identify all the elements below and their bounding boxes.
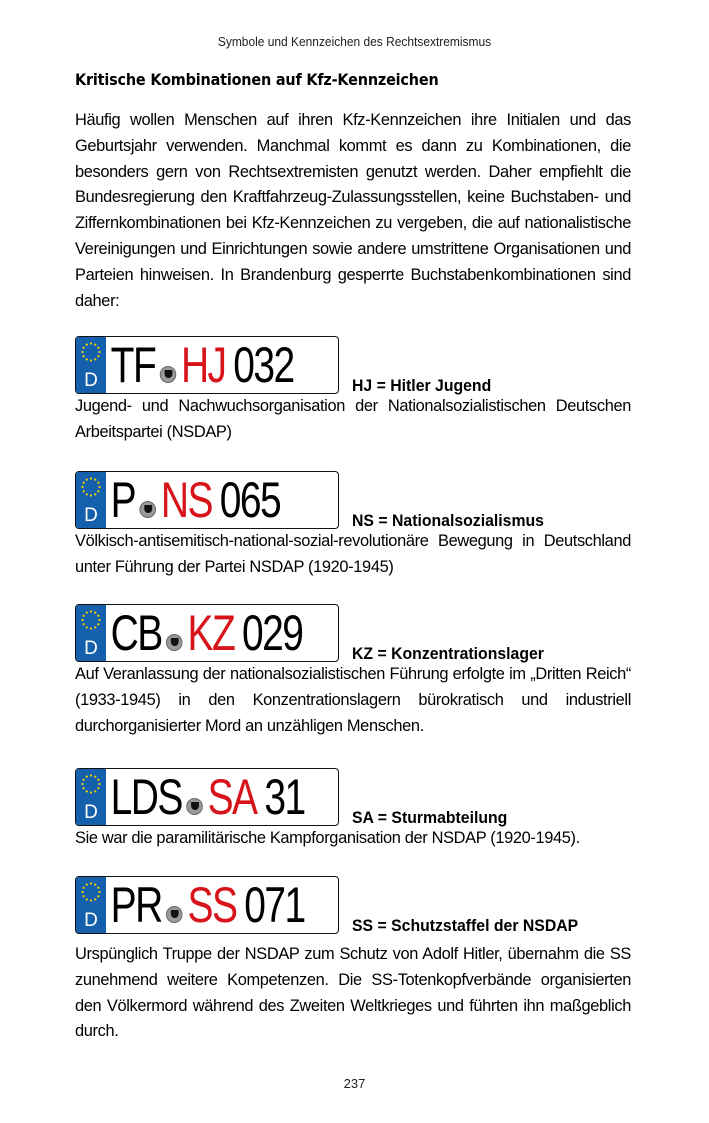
country-code: D: [84, 910, 98, 931]
license-plate: [75, 604, 339, 662]
plate-digits: 31: [264, 769, 305, 825]
eu-band: [76, 337, 106, 393]
country-code: D: [84, 638, 98, 659]
eu-band: [76, 769, 106, 825]
running-header: Symbole und Kennzeichen des Rechtsextremismus: [217, 34, 492, 49]
registration-seal-icon: [166, 906, 183, 923]
registration-seal-icon: [160, 366, 177, 383]
intro-paragraph: Häufig wollen Menschen auf ihren Kfz-Kennzeichen ihre Initialen und das Geburtsjahr verwenden. Manchmal kommt es dann zu Kombinationen, die besonders gern von Rechtsextremisten genutzt werden. Daher empfiehlt die Bundesregierung den Kraftfahrzeug-Zulassungsstellen, keine Buchstaben- und Ziffernkombinationen bei Kfz-Kennzeichen zu vergeben, die auf nationalistische Vereinigungen und Einrichtungen sowie andere umstrittene Organisationen und Parteien hinweisen. In Brandenburg gesperrte Buchstabenkombinationen sind daher:: [75, 111, 631, 310]
plate-entry-hj: [75, 328, 631, 446]
plate-district: TF: [110, 337, 156, 393]
registration-seal-icon: [166, 634, 183, 651]
plate-digits: 029: [242, 605, 303, 661]
plate-description: Jugend- und Nachwuchsorganisation der Nationalsozialistischen Deutschen Arbeitspartei (NSDAP): [75, 397, 631, 441]
plate-district: CB: [110, 605, 162, 661]
license-plate: [75, 471, 339, 529]
country-code: D: [84, 802, 98, 823]
eu-stars-icon: [79, 772, 103, 796]
plate-definition: KZ = Konzentrationslager: [352, 644, 544, 663]
eu-band: [76, 472, 106, 528]
plate-district: PR: [110, 877, 162, 933]
plate-district: LDS: [110, 769, 182, 825]
eu-stars-icon: [79, 608, 103, 632]
plate-letters: KZ: [187, 605, 235, 661]
plate-description: Völkisch-antisemitisch-national-sozial-revolutionäre Bewegung in Deutschland unter Führung der Partei NSDAP (1920-1945): [75, 532, 631, 576]
eu-band: [76, 877, 106, 933]
plate-description: Auf Veranlassung der nationalsozialistischen Führung erfolgte im „Dritten Reich“ (1933-1945) in den Konzentrationslagern bürokratisch und industriell durchorganisierter Mord an unzähligen Menschen.: [75, 665, 631, 735]
plate-entry-kz: [75, 596, 631, 739]
plate-entry-ns: [75, 463, 631, 581]
section-title: Kritische Kombinationen auf Kfz-Kennzeichen: [75, 70, 439, 89]
plate-digits: 071: [244, 877, 305, 933]
eu-stars-icon: [79, 475, 103, 499]
registration-seal-icon: [140, 501, 157, 518]
plate-entry-ss: [75, 868, 631, 1045]
registration-seal-icon: [186, 798, 203, 815]
plate-definition: NS = Nationalsozialismus: [352, 511, 544, 530]
eu-stars-icon: [79, 880, 103, 904]
page-content: [75, 70, 631, 1041]
plate-definition: HJ = Hitler Jugend: [352, 376, 492, 395]
plate-letters: HJ: [180, 337, 226, 393]
license-plate: [75, 336, 339, 394]
plate-letters: SS: [187, 877, 237, 933]
plate-definition: SA = Sturmabteilung: [352, 808, 508, 827]
license-plate: [75, 768, 339, 826]
plate-district: P: [110, 472, 136, 528]
plate-digits: 065: [219, 472, 281, 528]
plate-letters: SA: [207, 769, 257, 825]
page-number: 237: [343, 1076, 366, 1091]
eu-band: [76, 605, 106, 661]
plate-description: Sie war die paramilitärische Kampforganisation der NSDAP (1920-1945).: [75, 829, 580, 847]
country-code: D: [84, 505, 98, 526]
license-plate: [75, 876, 339, 934]
plate-definition: SS = Schutzstaffel der NSDAP: [352, 916, 579, 935]
plate-description: Urspünglich Truppe der NSDAP zum Schutz von Adolf Hitler, übernahm die SS zunehmend weitere Kompetenzen. Die SS-Totenkopfverbände organisierten den Völkermord während des Zweiten Weltkrieges und führten ihn maßgeblich durch.: [75, 945, 631, 1041]
eu-stars-icon: [79, 340, 103, 364]
plate-letters: NS: [160, 472, 212, 528]
plate-entry-sa: [75, 760, 631, 852]
country-code: D: [84, 370, 98, 391]
plate-digits: 032: [233, 337, 294, 393]
